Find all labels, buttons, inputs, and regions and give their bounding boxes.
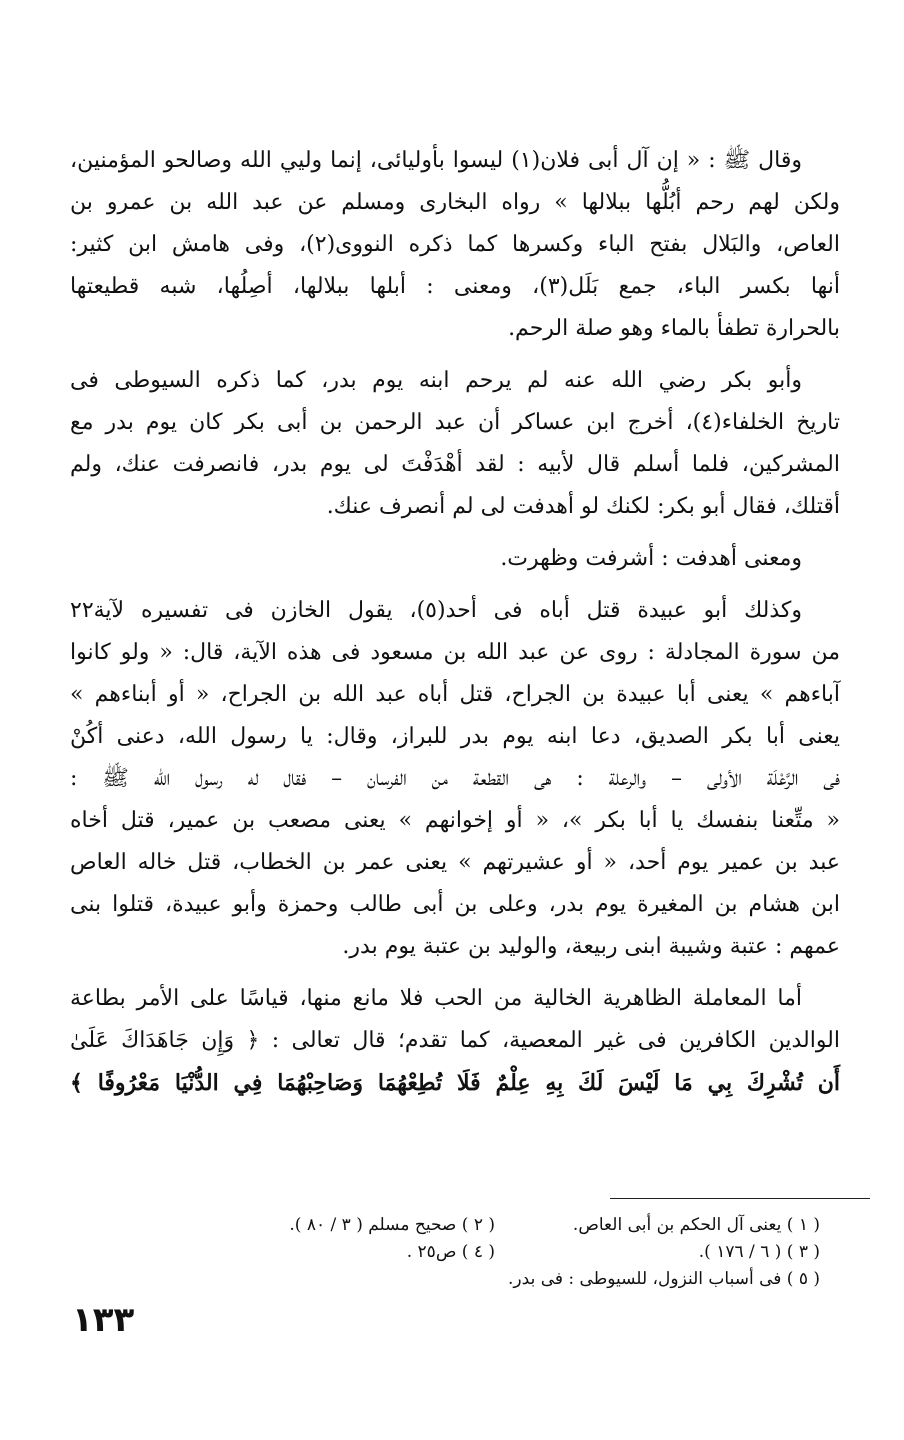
footnote-1: ( ١ ) يعنى آل الحكم بن أبى العاص.: [572, 1215, 820, 1235]
text-line: « متِّعنا بنفسك يا أبا بكر »، « أو إخوانهم » يعنى مصعب بن عمير، قتل أخاه: [70, 808, 840, 833]
footnote-row: [170, 1212, 820, 1239]
text-line: من سورة المجادلة : روى عن عبد الله بن مسعود فى هذه الآية، قال: « ولو كانوا: [70, 640, 840, 665]
text-line: أنها بكسر الباء، جمع بَلَل(٣)، ومعنى : أبلها ببلالها، أصِلُها، شبه قطيعتها: [70, 274, 840, 299]
text-line: ولكن لهم رحم أبُلُّها ببلالها » رواه البخارى ومسلم عن عبد الله بن عمرو بن: [70, 190, 840, 215]
text-line: آباءهم » يعنى أبا عبيدة بن الجراح، قتل أباه عبد الله بن الجراح، « أو أبناءهم »: [70, 682, 840, 707]
footnote-2: ( ٢ ) صحيح مسلم ( ٣ / ٨٠ ).: [289, 1215, 495, 1235]
footnote-3: ( ٣ ) ( ٦ / ١٧٦ ).: [698, 1242, 820, 1262]
text-line: عمهم : عتبة وشيبة ابنى ربيعة، والوليد بن عتبة يوم بدر.: [342, 934, 840, 959]
text-line: ابن هشام بن المغيرة يوم بدر، وعلى بن أبى طالب وحمزة وأبو عبيدة، قتلوا بنى: [70, 892, 840, 917]
text-line: ومعنى أهدفت : أشرفت وظهرت.: [500, 546, 802, 571]
quran-verse-line: أَن تُشْرِكَ بِي مَا لَيْسَ لَكَ بِهِ عِلْمٌ فَلَا تُطِعْهُمَا وَصَاحِبْهُمَا فِي الدُّنْيَا مَعْرُوفًا ﴾: [70, 1070, 840, 1096]
text-line: أقتلك، فقال أبو بكر: لكنك لو أهدفت لى لم أنصرف عنك.: [326, 494, 840, 519]
page-body: [70, 140, 840, 1114]
text-line: يعنى أبا بكر الصديق، دعا ابنه يوم بدر للبراز، وقال: يا رسول الله، دعنى أكُنْ: [70, 724, 840, 749]
footnote-5: ( ٥ ) فى أسباب النزول، للسيوطى : فى بدر.: [508, 1269, 820, 1289]
text-line: الوالدين الكافرين فى غير المعصية، كما تقدم؛ قال تعالى : ﴿ وَإِن جَاهَدَاكَ عَلَىٰ: [70, 1028, 840, 1053]
footnote-row: [170, 1239, 820, 1266]
paragraph-4: [70, 590, 840, 968]
page-number: ١٣٣: [72, 1300, 135, 1340]
text-line: فى الرَّعْلَة الأولى – والرعلة : هى القطعة من الفرسان – فقال له رسول الله ﷺ :: [70, 766, 840, 791]
text-line: العاص، والبَلال بفتح الباء وكسرها كما ذكره النووى(٢)، وفى هامش ابن كثير:: [70, 232, 841, 257]
text-line: عبد بن عمير يوم أحد، « أو عشيرتهم » يعنى عمر بن الخطاب، قتل خاله العاص: [70, 850, 840, 875]
paragraph-3: [70, 538, 840, 580]
text-line: وكذلك أبو عبيدة قتل أباه فى أحد(٥)، يقول الخازن فى تفسيره لآية٢٢: [70, 598, 802, 623]
text-line: أما المعاملة الظاهرية الخالية من الحب فلا مانع منها، قياسًا على الأمر بطاعة: [70, 986, 802, 1011]
text-line: وأبو بكر رضي الله عنه لم يرحم ابنه يوم بدر، كما ذكره السيوطى فى: [70, 368, 802, 393]
text-line: المشركين، فلما أسلم قال لأبيه : لقد أهْدَفْتَ لى يوم بدر، فانصرفت عنك، ولم: [70, 452, 840, 477]
text-line: بالحرارة تطفأ بالماء وهو صلة الرحم.: [508, 316, 840, 341]
footnote-divider: [610, 1198, 870, 1199]
paragraph-1: [70, 140, 840, 350]
paragraph-5: [70, 978, 840, 1104]
paragraph-2: [70, 360, 840, 528]
footnotes: [170, 1212, 820, 1293]
footnote-row: [170, 1266, 820, 1293]
footnote-4: ( ٤ ) ص٢٥ .: [406, 1242, 495, 1262]
text-line: تاريخ الخلفاء(٤)، أخرج ابن عساكر أن عبد الرحمن بن أبى بكر كان يوم بدر مع: [70, 410, 841, 435]
text-line: وقال ﷺ : « إن آل أبى فلان(١) ليسوا بأوليائى، إنما وليي الله وصالحو المؤمنين،: [70, 148, 802, 173]
